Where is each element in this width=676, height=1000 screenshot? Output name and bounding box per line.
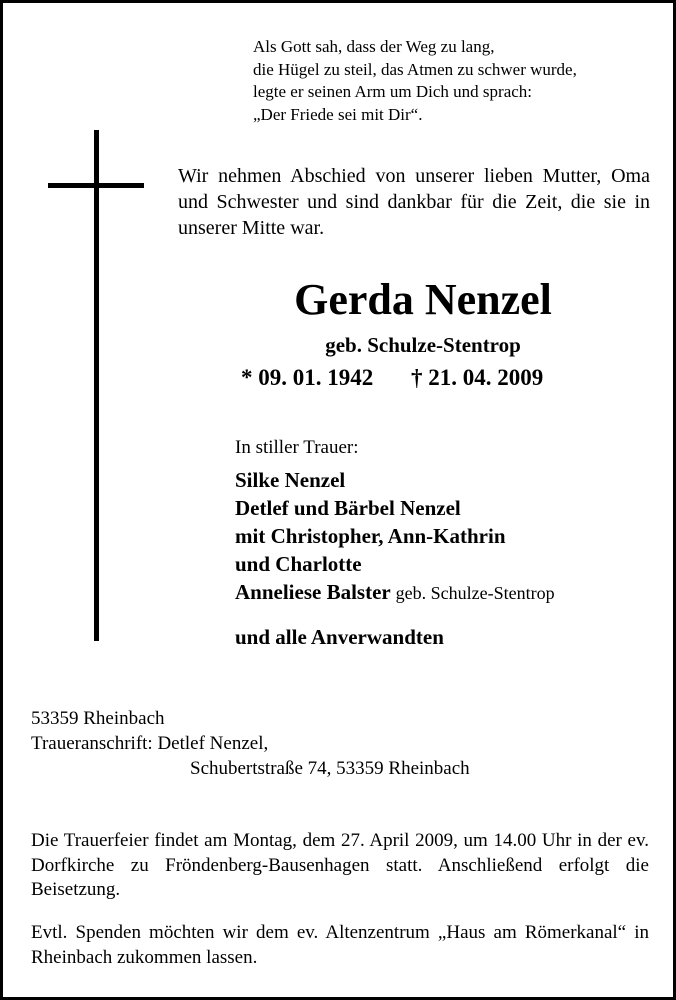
farewell-text: Wir nehmen Abschied von unserer lieben Mutter, Oma und Schwester und sind dankbar für die Zeit, die sie in unserer Mitte war. (178, 165, 650, 239)
funeral-service-text: Die Trauerfeier findet am Montag, dem 27. April 2009, um 14.00 Uhr in der ev. Dorfkirche zu Fröndenberg-Bausenhagen statt. Anschließend erfolgt die Beisetzung. (31, 830, 649, 900)
maiden-name: geb. Schulze-Stentrop (325, 333, 521, 357)
death-date: † 21. 04. 2009 (411, 365, 544, 390)
poem-line: die Hügel zu steil, das Atmen zu schwer wurde, (253, 59, 577, 79)
mourning-intro: In stiller Trauer: (235, 437, 359, 458)
address-place: 53359 Rheinbach (31, 708, 165, 729)
poem (253, 36, 663, 126)
mourners-list (235, 466, 665, 607)
mourner-name: und Charlotte (235, 552, 362, 576)
poem-line: legte er seinen Arm um Dich und sprach: (253, 82, 533, 101)
birth-date: * 09. 01. 1942 (241, 365, 374, 390)
sibling-name: Anneliese Balster (235, 580, 391, 604)
poem-line: „Der Friede sei mit Dir“. (253, 104, 423, 124)
poem-line: Als Gott sah, dass der Weg zu lang, (253, 37, 495, 56)
cross-horizontal-bar (48, 183, 144, 188)
donation-text: Evtl. Spenden möchten wir dem ev. Altenzentrum „Haus am Römerkanal“ in Rheinbach zukommen lassen. (31, 922, 649, 968)
relatives-line: und alle Anverwandten (235, 625, 444, 649)
mourner-name: Silke Nenzel (235, 468, 346, 492)
mourning-address-street: Schubertstraße 74, 53359 Rheinbach (190, 758, 470, 779)
mourning-address-label: Traueranschrift: Detlef Nenzel, (31, 733, 269, 754)
mourner-name: Detlef und Bärbel Nenzel (235, 496, 461, 520)
mourner-name: mit Christopher, Ann-Kathrin (235, 524, 506, 548)
deceased-name: Gerda Nenzel (294, 275, 552, 324)
mourner-sibling (235, 578, 665, 607)
sibling-maiden-note: geb. Schulze-Stentrop (395, 583, 555, 603)
cross-vertical-bar (94, 130, 99, 641)
